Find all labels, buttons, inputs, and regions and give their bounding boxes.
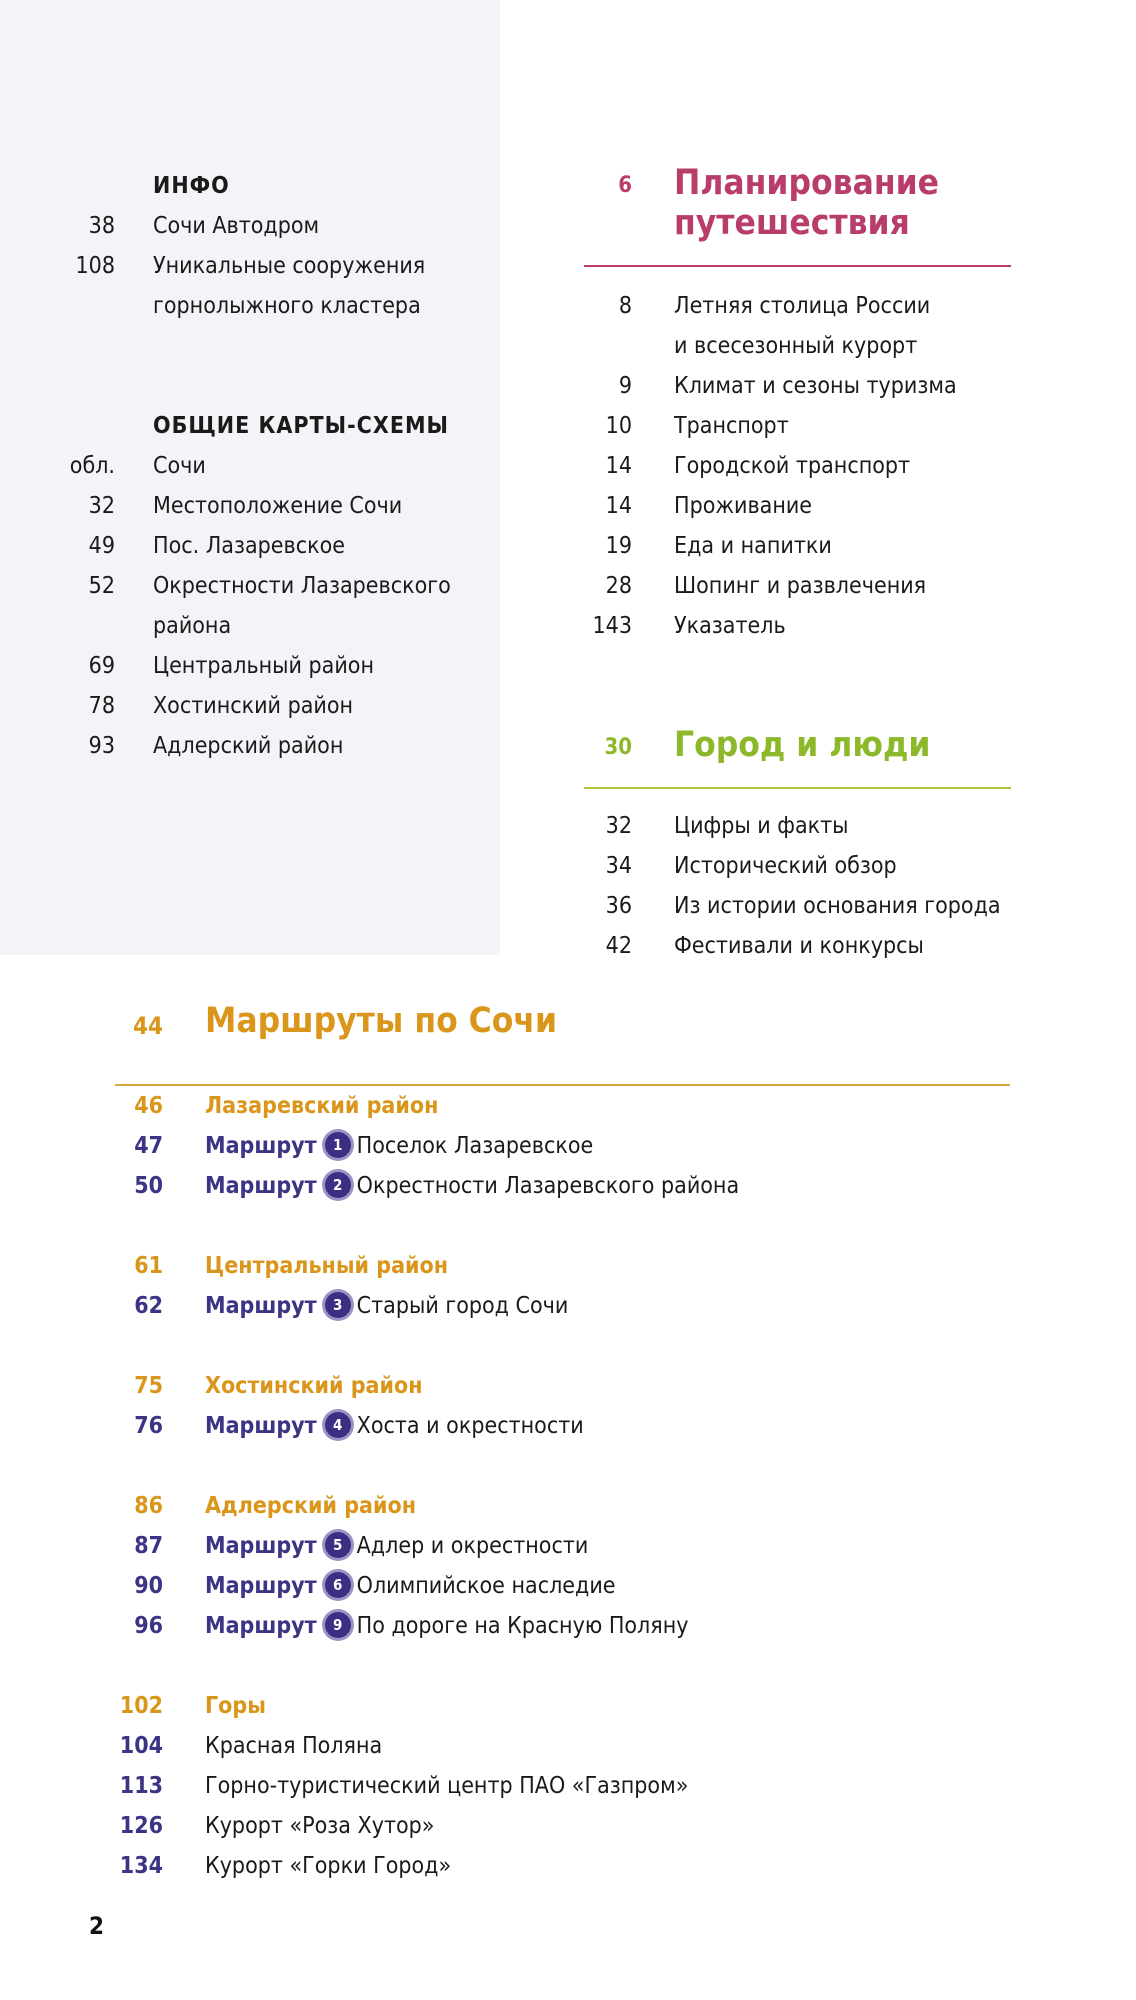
toc-entry[interactable] xyxy=(0,446,500,486)
page-number: 62 xyxy=(134,1293,163,1319)
entry-title-line2: горнолыжного кластера xyxy=(153,293,421,319)
entry-title: Уникальные сооружения xyxy=(153,253,426,279)
entry-title: Центральный район xyxy=(153,653,374,679)
info-heading: ИНФО xyxy=(153,173,230,199)
toc-entry[interactable] xyxy=(560,526,1060,566)
page-number: 78 xyxy=(88,693,115,719)
page-number: 108 xyxy=(75,253,115,279)
toc-entry[interactable] xyxy=(0,726,500,766)
toc-entry[interactable] xyxy=(560,806,1060,846)
entry-title-line2: района xyxy=(153,613,232,639)
route-title: Старый город Сочи xyxy=(356,1293,569,1319)
route-entry[interactable] xyxy=(0,1126,1136,1166)
entry-title: Адлерский район xyxy=(153,733,344,759)
route-title: Окрестности Лазаревского района xyxy=(356,1173,740,1199)
toc-entry-continuation xyxy=(0,606,500,646)
chapter-page-number: 6 xyxy=(618,173,632,198)
chapter-divider xyxy=(584,787,1011,789)
entry-title: Городской транспорт xyxy=(674,453,911,479)
page-number: 50 xyxy=(134,1173,163,1199)
district-heading[interactable] xyxy=(0,1366,1136,1406)
district-title: Лазаревский район xyxy=(205,1093,439,1119)
maps-heading: ОБЩИЕ КАРТЫ-СХЕМЫ xyxy=(153,413,449,439)
route-number-badge: 5 xyxy=(325,1532,351,1558)
toc-entry[interactable] xyxy=(0,686,500,726)
entry-title: Хостинский район xyxy=(153,693,354,719)
page-number: 47 xyxy=(134,1133,163,1159)
route-label: Маршрут xyxy=(205,1293,317,1319)
chapter-title-line2: путешествия xyxy=(674,203,910,243)
district-heading[interactable] xyxy=(0,1686,1136,1726)
route-label: Маршрут xyxy=(205,1413,317,1439)
page-number: 113 xyxy=(119,1773,163,1799)
route-entry[interactable] xyxy=(0,1286,1136,1326)
toc-entry[interactable] xyxy=(560,926,1060,966)
toc-entry[interactable] xyxy=(0,646,500,686)
page-number: 76 xyxy=(134,1413,163,1439)
page-number: 90 xyxy=(134,1573,163,1599)
entry-title: Цифры и факты xyxy=(674,813,849,839)
toc-entry[interactable] xyxy=(0,1766,1136,1806)
page-number: 61 xyxy=(134,1253,163,1279)
page-number: 14 xyxy=(605,453,632,479)
page-number: 46 xyxy=(134,1093,163,1119)
toc-entry[interactable] xyxy=(560,446,1060,486)
route-label: Маршрут xyxy=(205,1173,317,1199)
page-number: 104 xyxy=(119,1733,163,1759)
route-number-badge: 4 xyxy=(325,1412,351,1438)
toc-entry-continuation xyxy=(560,326,1060,366)
route-number-badge: 3 xyxy=(325,1292,351,1318)
route-number-badge: 9 xyxy=(325,1612,351,1638)
chapter-title-line1: Планирование xyxy=(674,163,940,203)
route-label: Маршрут xyxy=(205,1533,317,1559)
toc-entry[interactable] xyxy=(560,406,1060,446)
entry-title: Еда и напитки xyxy=(674,533,832,559)
page-number: 126 xyxy=(119,1813,163,1839)
route-title: Хоста и окрестности xyxy=(356,1413,584,1439)
entry-title: Указатель xyxy=(674,613,786,639)
entry-title: Исторический обзор xyxy=(674,853,897,879)
toc-entry[interactable] xyxy=(0,1846,1136,1886)
page-number: 75 xyxy=(134,1373,163,1399)
entry-title: Летняя столица России xyxy=(674,293,931,319)
route-entry[interactable] xyxy=(0,1406,1136,1446)
chapter-divider xyxy=(584,265,1011,267)
entry-title: Из истории основания города xyxy=(674,893,1001,919)
toc-entry[interactable] xyxy=(560,566,1060,606)
page-number: 9 xyxy=(618,373,632,399)
entry-title: Сочи xyxy=(153,453,206,479)
page-number: 14 xyxy=(605,493,632,519)
route-title: Поселок Лазаревское xyxy=(356,1133,594,1159)
page-number: 32 xyxy=(605,813,632,839)
toc-entry[interactable] xyxy=(560,886,1060,926)
route-number-badge: 1 xyxy=(325,1132,351,1158)
toc-entry[interactable] xyxy=(0,526,500,566)
district-heading[interactable] xyxy=(0,1246,1136,1286)
toc-entry[interactable] xyxy=(0,206,500,246)
page-number-footer: 2 xyxy=(89,1912,105,1940)
chapter-title: Город и люди xyxy=(674,725,931,765)
entry-title: Курорт «Горки Город» xyxy=(205,1853,452,1879)
route-title: Олимпийское наследие xyxy=(356,1573,616,1599)
chapter-page-number: 44 xyxy=(132,1012,163,1040)
page-number: 32 xyxy=(88,493,115,519)
toc-entry[interactable] xyxy=(0,486,500,526)
route-label: Маршрут xyxy=(205,1133,317,1159)
entry-title: Шопинг и развлечения xyxy=(674,573,927,599)
toc-entry-continuation xyxy=(0,286,500,326)
entry-title: Сочи Автодром xyxy=(153,213,320,239)
route-entry[interactable] xyxy=(0,1166,1136,1206)
chapter-page-number: 30 xyxy=(604,735,632,760)
route-number-badge: 6 xyxy=(325,1572,351,1598)
entry-title-line2: и всесезонный курорт xyxy=(674,333,918,359)
toc-entry[interactable] xyxy=(560,366,1060,406)
entry-title: Красная Поляна xyxy=(205,1733,383,1759)
route-label: Маршрут xyxy=(205,1573,317,1599)
district-heading[interactable] xyxy=(0,1086,1136,1126)
route-title: По дороге на Красную Поляну xyxy=(356,1613,689,1639)
district-title: Центральный район xyxy=(205,1253,449,1279)
district-title: Адлерский район xyxy=(205,1493,417,1519)
toc-entry[interactable] xyxy=(560,486,1060,526)
entry-title: Фестивали и конкурсы xyxy=(674,933,924,959)
page-number: 8 xyxy=(618,293,632,319)
entry-title: Местоположение Сочи xyxy=(153,493,403,519)
page-number: 102 xyxy=(119,1693,163,1719)
toc-entry[interactable] xyxy=(560,606,1060,646)
toc-entry[interactable] xyxy=(0,1806,1136,1846)
district-title: Горы xyxy=(205,1693,266,1719)
chapter-title: Маршруты по Сочи xyxy=(205,1001,558,1041)
route-entry[interactable] xyxy=(0,1606,1136,1646)
page-number: 52 xyxy=(88,573,115,599)
entry-title: Транспорт xyxy=(674,413,789,439)
toc-entry[interactable] xyxy=(0,1726,1136,1766)
route-number-badge: 2 xyxy=(325,1172,351,1198)
page-number: 34 xyxy=(605,853,632,879)
page-number: 38 xyxy=(88,213,115,239)
district-title: Хостинский район xyxy=(205,1373,423,1399)
entry-title: Окрестности Лазаревского xyxy=(153,573,451,599)
entry-title: Пос. Лазаревское xyxy=(153,533,346,559)
page-number: 42 xyxy=(605,933,632,959)
entry-title: Горно-туристический центр ПАО «Газпром» xyxy=(205,1773,689,1799)
page-number: 19 xyxy=(605,533,632,559)
page-number: 86 xyxy=(134,1493,163,1519)
entry-title: Курорт «Роза Хутор» xyxy=(205,1813,435,1839)
page-number: обл. xyxy=(69,453,115,479)
page-number: 69 xyxy=(88,653,115,679)
page-number: 93 xyxy=(88,733,115,759)
page-number: 10 xyxy=(605,413,632,439)
route-entry[interactable] xyxy=(0,1526,1136,1566)
route-entry[interactable] xyxy=(0,1566,1136,1606)
toc-entry[interactable] xyxy=(0,566,500,606)
page-number: 143 xyxy=(592,613,632,639)
page-number: 134 xyxy=(119,1853,163,1879)
page-number: 49 xyxy=(88,533,115,559)
page-number: 87 xyxy=(134,1533,163,1559)
route-title: Адлер и окрестности xyxy=(356,1533,589,1559)
page-number: 36 xyxy=(605,893,632,919)
route-label: Маршрут xyxy=(205,1613,317,1639)
toc-entry[interactable] xyxy=(0,246,500,286)
toc-entry[interactable] xyxy=(560,846,1060,886)
toc-entry[interactable] xyxy=(560,286,1060,326)
page-number: 96 xyxy=(134,1613,163,1639)
district-heading[interactable] xyxy=(0,1486,1136,1526)
entry-title: Климат и сезоны туризма xyxy=(674,373,957,399)
page-number: 28 xyxy=(605,573,632,599)
entry-title: Проживание xyxy=(674,493,813,519)
